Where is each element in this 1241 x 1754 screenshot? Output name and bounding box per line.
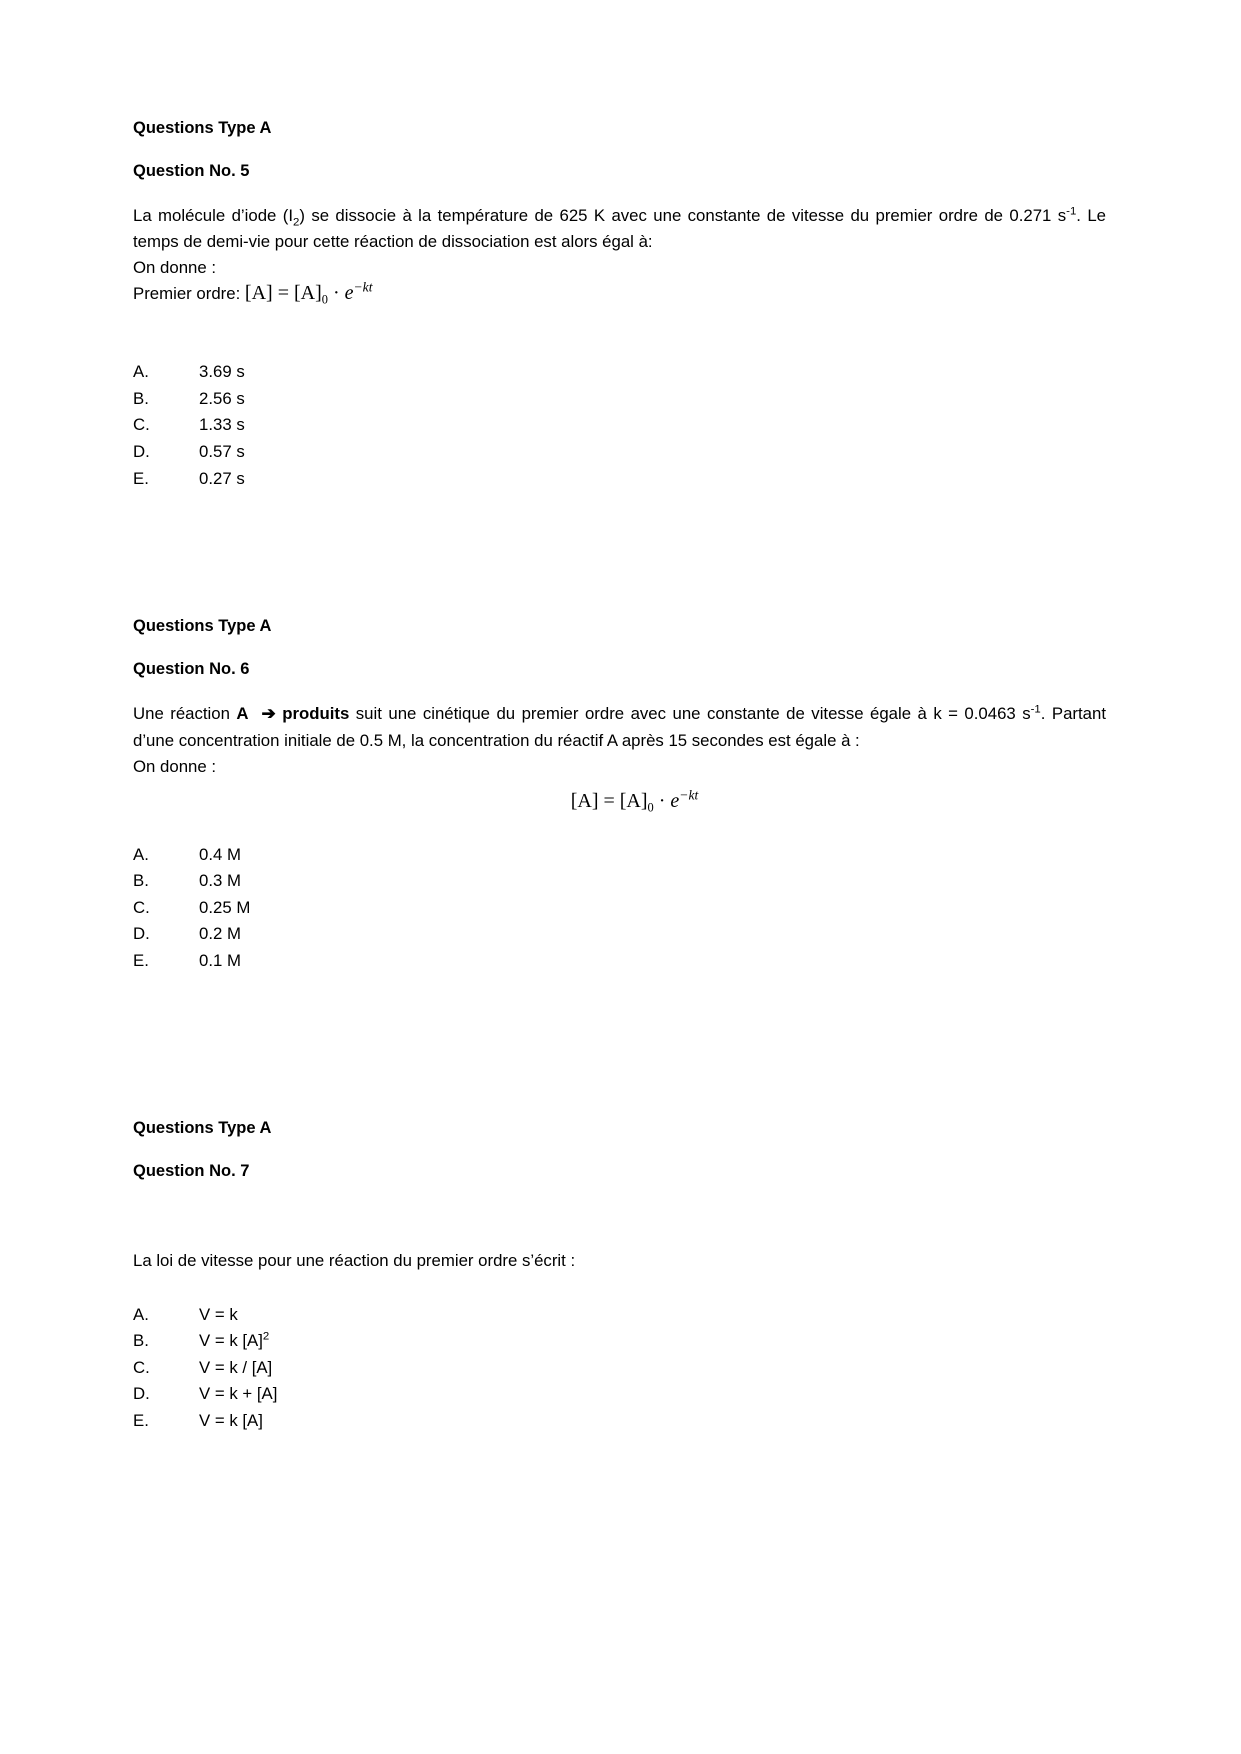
stem6-part-1: Une réaction [133,704,237,724]
option-row-c5[interactable] [133,412,1106,439]
option-text-a7-main: V = k [199,1304,238,1324]
option-text-e7 [199,1408,1106,1435]
option-text-a6: 0.4 M [199,844,241,864]
equation-lhs-5: [A] [244,282,273,305]
option-text-c6: 0.25 M [199,897,251,917]
first-order-formula-row-5 [133,281,1106,307]
option-letter-e5: E. [133,468,149,488]
option-row-d6[interactable] [133,921,1106,948]
option-row-b6[interactable] [133,868,1106,895]
answer-options-7 [133,1302,1106,1435]
equation-lhs-6: [A] [570,789,599,812]
stem6-superscript-rate-unit: -1 [1030,703,1041,716]
equation-exp-base-6: e [670,789,680,812]
question-block-7 [133,1118,1106,1434]
option-text-c7-main: V = k / [A] [199,1357,273,1377]
option-letter-c6: C. [133,897,150,917]
option-text-e6: 0.1 M [199,950,241,970]
option-text-c5: 1.33 s [199,415,245,435]
question-block-5 [133,118,1106,492]
option-row-a7[interactable] [133,1302,1106,1329]
question-block-6 [133,616,1106,974]
first-order-equation-6 [570,787,699,815]
right-arrow-icon: ➔ [261,704,276,724]
option-text-d5: 0.57 s [199,441,245,461]
option-letter-d6: D. [133,924,150,944]
answer-options-5 [133,359,1106,492]
option-text-d7 [199,1381,1106,1408]
given-label-6: On donne : [133,756,217,776]
spacer-between-q6-q7 [133,974,1106,1118]
spacer-below-formula-5 [133,307,1106,359]
option-text-a5: 3.69 s [199,362,245,382]
stem-part-2: ) se dissocie à la température de 625 K avec une constante de vitesse du premier ordre de 0.271 s [299,206,1067,226]
equation-equals-6: = [603,789,615,812]
option-b7-exponent: 2 [262,1330,270,1343]
option-row-c6[interactable] [133,895,1106,922]
option-text-b6: 0.3 M [199,871,241,891]
option-text-e5: 0.27 s [199,468,245,488]
option-letter-a7: A. [133,1304,149,1324]
option-row-e7[interactable] [133,1408,1106,1435]
question-stem-7: La loi de vitesse pour une réaction du premier ordre s’écrit : [133,1250,576,1270]
equation-rhs-base-6: [A] [619,789,648,812]
option-row-c7[interactable] [133,1355,1106,1382]
option-text-d7-main: V = k + [A] [199,1384,278,1404]
answer-options-6 [133,842,1106,975]
stem-part-3: . Le temps de demi-vie pour cette réaction de dissociation est alors égal à: [133,206,1107,252]
equation-rhs-subscript-5: 0 [321,292,328,307]
spacer-above-options-7 [133,1274,1106,1302]
first-order-formula-row-6 [133,787,1106,815]
stem6-reactant-a: A [236,704,249,724]
option-row-a6[interactable] [133,842,1106,869]
equation-dot-6: · [658,789,666,812]
spacer-above-formula-6 [133,780,1106,790]
stem-subscript-iodine: 2 [293,216,300,229]
first-order-equation-5 [244,279,373,307]
option-text-d6: 0.2 M [199,924,241,944]
option-letter-b5: B. [133,388,149,408]
spacer-above-stem-7 [133,1204,1106,1248]
option-row-e5[interactable] [133,466,1106,493]
option-text-b7 [199,1328,1106,1355]
equation-rhs-subscript-6: 0 [647,800,654,815]
option-row-b5[interactable] [133,386,1106,413]
question-stem-6 [133,701,1106,753]
equation-rhs-base-5: [A] [293,282,322,305]
option-row-d7[interactable] [133,1381,1106,1408]
stem6-part-3: . Partant d’une concentration initiale de 0.5 M, la concentration du réactif A après 15 secondes est égale à : [133,704,1107,750]
spacer-between-q5-q6 [133,492,1106,616]
option-letter-c7: C. [133,1357,150,1377]
given-label-5: On donne : [133,258,217,278]
equation-dot-5: · [332,282,340,305]
option-letter-e7: E. [133,1410,149,1430]
option-letter-d5: D. [133,441,150,461]
option-row-b7[interactable] [133,1328,1106,1355]
option-letter-d7: D. [133,1384,150,1404]
question-type-label-6: Questions Type A [133,617,272,636]
option-letter-c5: C. [133,415,150,435]
option-letter-a6: A. [133,844,149,864]
option-letter-a5: A. [133,362,149,382]
formula-label-5: Premier ordre: [133,284,241,304]
option-row-e6[interactable] [133,948,1106,975]
option-text-c7 [199,1355,1106,1382]
option-text-a7 [199,1302,1106,1329]
stem-part-1: La molécule d’iode (I [133,206,294,226]
option-text-b7-main: V = k [A] [199,1331,263,1351]
question-type-label-5: Questions Type A [133,119,272,137]
equation-exp-base-5: e [344,282,354,305]
equation-exp-superscript-5: −kt [353,279,373,295]
stem-superscript-rate-unit: -1 [1066,205,1077,218]
equation-equals-5: = [277,282,289,305]
option-letter-e6: E. [133,950,149,970]
spacer-below-formula-6 [133,812,1106,842]
stem6-part-2: suit une cinétique du premier ordre avec une constante de vitesse égale à k = 0.0463 s [349,704,1031,724]
option-letter-b6: B. [133,871,149,891]
option-text-e7-main: V = k [A] [199,1410,263,1430]
question-type-label-7: Questions Type A [133,1119,272,1138]
question-number-label-6: Question No. 6 [133,659,250,678]
stem6-products: produits [282,704,350,724]
option-row-a5[interactable] [133,359,1106,386]
question-number-label-7: Question No. 7 [133,1161,250,1180]
option-text-b5: 2.56 s [199,388,245,408]
option-row-d5[interactable] [133,439,1106,466]
question-number-label-5: Question No. 5 [133,161,250,180]
question-stem-5 [133,203,1106,255]
option-letter-b7: B. [133,1331,149,1351]
equation-exp-superscript-6: −kt [679,787,699,803]
